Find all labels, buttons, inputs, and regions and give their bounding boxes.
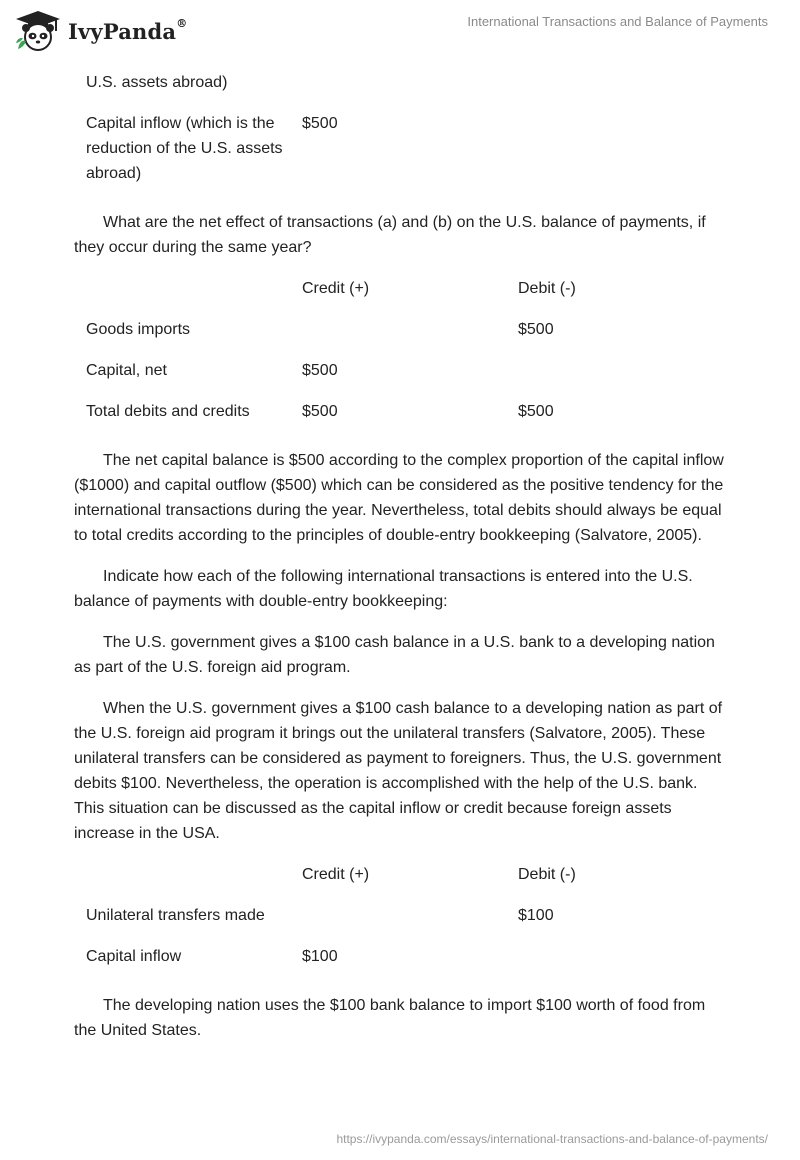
table-row xyxy=(74,317,718,358)
header-debit: Debit (-) xyxy=(518,866,576,883)
paragraph: The U.S. government gives a $100 cash balance in a U.S. bank to a developing nation as part of the U.S. foreign aid program. xyxy=(74,634,715,676)
row-debit xyxy=(518,111,718,202)
row-credit: $500 xyxy=(302,362,338,379)
table-row xyxy=(74,944,718,985)
document-title: International Transactions and Balance of Payments xyxy=(467,14,768,29)
row-label: Capital inflow (which is the reduction of the U.S. assets abroad) xyxy=(86,115,283,182)
header-label xyxy=(74,276,302,317)
transactions-table-a xyxy=(74,70,718,202)
header-credit: Credit (+) xyxy=(302,866,370,883)
row-label: Capital inflow xyxy=(86,948,182,965)
row-credit: $500 xyxy=(302,403,338,420)
paragraph: When the U.S. government gives a $100 cash balance to a developing nation as part of the U.S. foreign aid program it brings out the unilateral transfers (Salvatore, 2005). These unilateral transfers can be considered as payment to foreigners. Thus, the U.S. government debits $100. Nevertheless, the operation is accomplished with the help of the U.S. bank. This situation can be discussed as the capital inflow or credit because foreign assets increase in the USA. xyxy=(74,700,723,842)
row-debit xyxy=(518,358,718,399)
page-header xyxy=(0,0,800,64)
essay-content xyxy=(74,70,726,1059)
table-row xyxy=(74,70,718,111)
row-debit: $500 xyxy=(518,403,554,420)
header-debit: Debit (-) xyxy=(518,280,576,297)
table-header-row xyxy=(74,862,718,903)
table-row xyxy=(74,111,718,202)
row-credit xyxy=(302,70,518,111)
row-credit: $500 xyxy=(302,115,338,132)
table-row xyxy=(74,903,718,944)
row-label: Capital, net xyxy=(86,362,167,379)
header-label xyxy=(74,862,302,903)
row-debit xyxy=(518,70,718,111)
row-debit xyxy=(518,944,718,985)
paragraph: Indicate how each of the following international transactions is entered into the U.S. balance of payments with double-entry bookkeeping: xyxy=(74,568,693,610)
row-debit: $500 xyxy=(518,321,554,338)
brand-name: IvyPanda® xyxy=(68,16,188,44)
row-credit: $100 xyxy=(302,948,338,965)
row-credit xyxy=(302,903,518,944)
source-url[interactable]: https://ivypanda.com/essays/international-transactions-and-balance-of-payments/ xyxy=(336,1132,768,1146)
table-header-row xyxy=(74,276,718,317)
row-label: Goods imports xyxy=(86,321,191,338)
paragraph: The developing nation uses the $100 bank balance to import $100 worth of food from the United States. xyxy=(74,997,706,1039)
header-credit: Credit (+) xyxy=(302,280,370,297)
panda-graduate-icon xyxy=(14,9,62,53)
row-label: Total debits and credits xyxy=(86,403,250,420)
ivypanda-logo[interactable] xyxy=(14,9,187,53)
transactions-table-net xyxy=(74,276,718,440)
row-credit xyxy=(302,317,518,358)
transactions-table-aid xyxy=(74,862,718,985)
row-label: U.S. assets abroad) xyxy=(86,74,228,91)
row-debit: $100 xyxy=(518,907,554,924)
table-row xyxy=(74,358,718,399)
row-label: Unilateral transfers made xyxy=(86,907,265,924)
table-row xyxy=(74,399,718,440)
paragraph: What are the net effect of transactions (a) and (b) on the U.S. balance of payments, if they occur during the same year? xyxy=(74,214,706,256)
paragraph: The net capital balance is $500 according to the complex proportion of the capital inflow ($1000) and capital outflow ($500) which can be considered as the positive tendency for the international transactions during the year. Nevertheless, total debits should always be equal to total credits according to the principles of double-entry bookkeeping (Salvatore, 2005). xyxy=(74,452,724,544)
